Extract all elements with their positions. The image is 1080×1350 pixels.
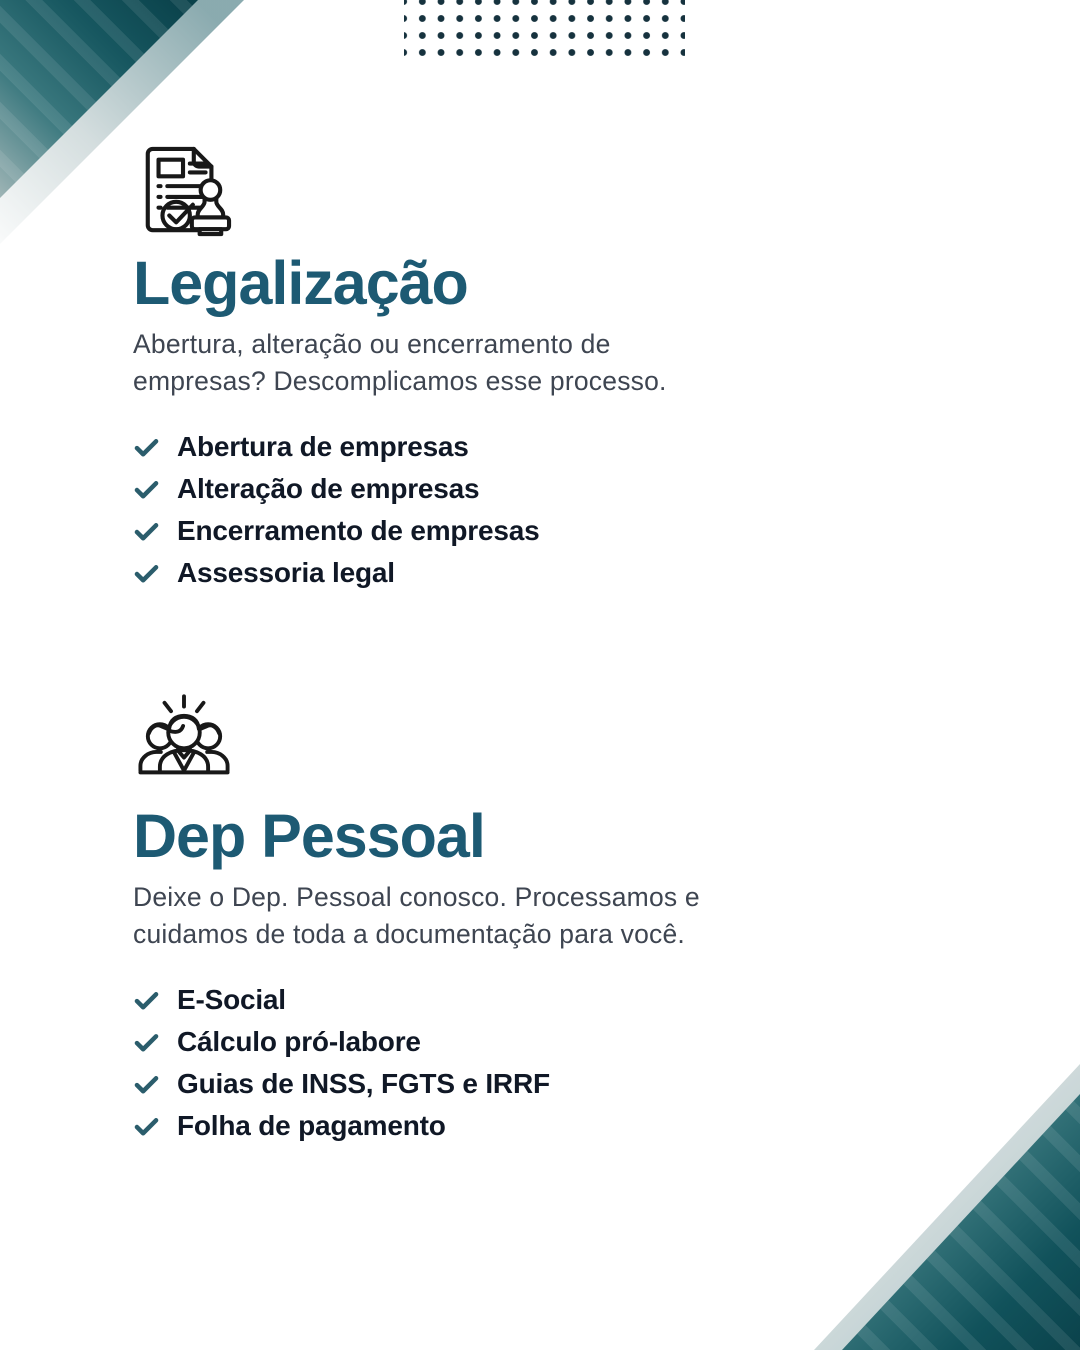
list-item	[133, 510, 853, 552]
corner-triangle-bottom-right	[842, 1094, 1080, 1350]
document-stamp-icon	[135, 145, 233, 239]
check-icon	[133, 1113, 160, 1140]
list-item-label: Encerramento de empresas	[177, 515, 540, 546]
content	[133, 0, 853, 1147]
section-description: Deixe o Dep. Pessoal conosco. Processamos e cuidamos de toda a documentação para você.	[133, 882, 700, 949]
list-item	[133, 1105, 853, 1147]
list-item-label: E-Social	[177, 984, 286, 1015]
list-item	[133, 1063, 853, 1105]
list-item-label: Alteração de empresas	[177, 473, 480, 504]
list-item	[133, 468, 853, 510]
check-icon	[133, 987, 160, 1014]
service-list	[133, 979, 853, 1147]
list-item	[133, 552, 853, 594]
section-dep-pessoal	[133, 686, 853, 1147]
check-icon	[133, 1029, 160, 1056]
section-title: Legalização	[133, 249, 468, 317]
check-icon	[133, 434, 160, 461]
list-item-label: Cálculo pró-labore	[177, 1026, 421, 1057]
list-item-label: Folha de pagamento	[177, 1110, 446, 1141]
check-icon	[133, 1071, 160, 1098]
team-icon	[133, 686, 235, 792]
section-legalizacao	[133, 145, 853, 594]
list-item	[133, 426, 853, 468]
service-list	[133, 426, 853, 594]
list-item-label: Guias de INSS, FGTS e IRRF	[177, 1068, 550, 1099]
corner-triangle-bottom-right-back	[814, 1064, 1080, 1350]
list-item	[133, 1021, 853, 1063]
list-item	[133, 979, 853, 1021]
check-icon	[133, 560, 160, 587]
check-icon	[133, 518, 160, 545]
check-icon	[133, 476, 160, 503]
list-item-label: Assessoria legal	[177, 557, 395, 588]
list-item-label: Abertura de empresas	[177, 431, 469, 462]
section-description: Abertura, alteração ou encerramento de empresas? Descomplicamos esse processo.	[133, 329, 667, 396]
section-title: Dep Pessoal	[133, 802, 485, 870]
